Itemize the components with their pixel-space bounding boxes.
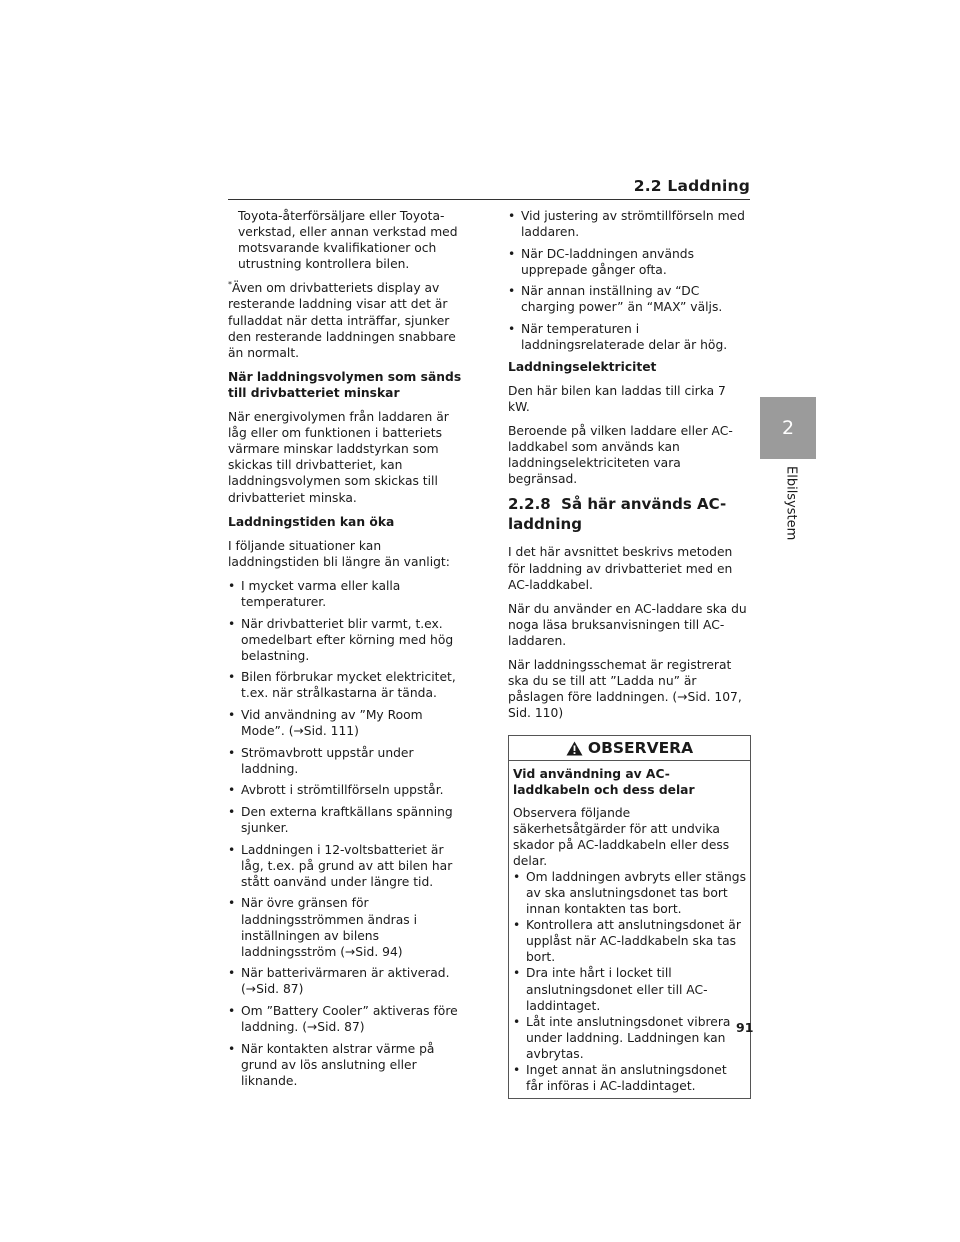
paragraph-charge-now: När laddningsschemat är registrerat ska du se till att ”Ladda nu” är påslagen före laddningen. (→Sid. 107, Sid. 110): [508, 657, 742, 721]
chapter-label: [780, 466, 802, 546]
list-item: • Avbrott i strömtillförseln uppstår.: [228, 782, 468, 798]
list-item: • När kontakten alstrar värme på grund av lös anslutning eller liknande.: [228, 1041, 468, 1089]
list-item: • Vid användning av ”My Room Mode”. (→Sid. 111): [228, 707, 468, 739]
header-section-title: 2.2 Laddning: [633, 177, 750, 195]
header-rule: [228, 199, 750, 200]
warning-intro: Observera följande säkerhetsåtgärder för att undvika skador på AC-laddkabeln eller dess delar.: [513, 805, 730, 868]
intro-continuation: Toyota-återförsäljare eller Toyota-verkstad, eller annan verkstad med motsvarande kvalifikationer och utrustning kontrollera bilen.: [238, 209, 458, 272]
chapter-label-text: Elbilsystem: [783, 466, 799, 541]
left-column: [228, 208, 468, 1095]
section-title: Så här används AC-laddning: [508, 495, 727, 533]
paragraph-charge-volume: När energivolymen från laddaren är låg eller om funktionen i batteriets värmare minskar laddstyrkan som skickas till drivbatteriet, kan laddningsvolymen som skickas till drivbatteriet minska.: [228, 410, 449, 505]
list-item: • Låt inte anslutningsdonet vibrera under laddning. Laddningen kan avbrytas.: [513, 1014, 746, 1062]
list-item: • Den externa kraftkällans spänning sjunker.: [228, 804, 468, 836]
list-item: • Dra inte hårt i locket till anslutningsdonet eller till AC-laddintaget.: [513, 965, 746, 1013]
page-number: 91: [736, 1020, 754, 1035]
heading-charging-electricity: Laddningselektricitet: [508, 359, 657, 374]
list-item: • Laddningen i 12-voltsbatteriet är låg, t.ex. på grund av att bilen har stått oanvänd under längre tid.: [228, 842, 468, 890]
charge-time-list: [228, 578, 468, 1089]
footnote: [228, 280, 468, 360]
paragraph-charge-time: I följande situationer kan laddningstiden bli längre än vanligt:: [228, 538, 450, 569]
list-item: • Om laddningen avbryts eller stängs av ska anslutningsdonet tas bort innan kontakten tas bort.: [513, 869, 746, 917]
section-number: 2.2.8: [508, 495, 551, 514]
heading-charge-time: Laddningstiden kan öka: [228, 514, 395, 529]
list-item: • Om ”Battery Cooler” aktiveras före laddning. (→Sid. 87): [228, 1003, 468, 1035]
right-column: [508, 208, 754, 1099]
paragraph-section-intro: I det här avsnittet beskrivs metoden för laddning av drivbatteriet med en AC-laddkabel.: [508, 545, 733, 592]
warning-body: [509, 761, 750, 1094]
chapter-number: 2: [781, 417, 795, 439]
list-item: • När batterivärmaren är aktiverad. (→Sid. 87): [228, 965, 468, 997]
warning-title: OBSERVERA: [587, 739, 694, 758]
footnote-text: Även om drivbatteriets display av resterande laddning visar att det är fulladdat när detta inträffar, sjunker den resterande laddningen snabbare än normalt.: [228, 281, 456, 360]
warning-header: [509, 736, 750, 761]
list-item: • När DC-laddningen används upprepade gånger ofta.: [508, 246, 751, 278]
chapter-tab[interactable]: [760, 397, 816, 459]
list-item: • När temperaturen i laddningsrelaterade delar är hög.: [508, 321, 751, 353]
heading-charge-volume: När laddningsvolymen som sänds till drivbatteriet minskar: [228, 369, 462, 400]
list-item: • När annan inställning av “DC charging power” än “MAX” väljs.: [508, 283, 751, 315]
list-item: • När drivbatteriet blir varmt, t.ex. omedelbart efter körning med hög belastning.: [228, 616, 468, 664]
charge-time-list-continued: [508, 208, 751, 353]
list-item: • När övre gränsen för laddningsströmmen ändras i inställningen av bilens laddningsström (→Sid. 94): [228, 895, 468, 959]
footnote-mark: *: [228, 280, 232, 290]
list-item: • Inget annat än anslutningsdonet får införas i AC-laddintaget.: [513, 1062, 746, 1094]
warning-triangle-icon: [566, 741, 583, 756]
warning-list: [513, 869, 746, 1094]
section-heading: [508, 495, 751, 534]
paragraph-charging-power: Den här bilen kan laddas till cirka 7 kW.: [508, 383, 726, 414]
list-item: • Kontrollera att anslutningsdonet är upplåst när AC-laddkabeln ska tas bort.: [513, 917, 746, 965]
list-item: • Bilen förbrukar mycket elektricitet, t.ex. när strålkastarna är tända.: [228, 669, 468, 701]
warning-box: [508, 735, 754, 1099]
list-item: • Vid justering av strömtillförseln med laddaren.: [508, 208, 751, 240]
warning-subheading: Vid användning av AC-laddkabeln och dess delar: [513, 767, 695, 798]
paragraph-charging-limits: Beroende på vilken laddare eller AC-laddkabel som används kan laddningselektriciteten vara begränsad.: [508, 424, 733, 487]
list-item: • Strömavbrott uppstår under laddning.: [228, 745, 468, 777]
paragraph-read-manual: När du använder en AC-laddare ska du noga läsa bruksanvisningen till AC-laddaren.: [508, 601, 747, 648]
list-item: • I mycket varma eller kalla temperaturer.: [228, 578, 468, 610]
